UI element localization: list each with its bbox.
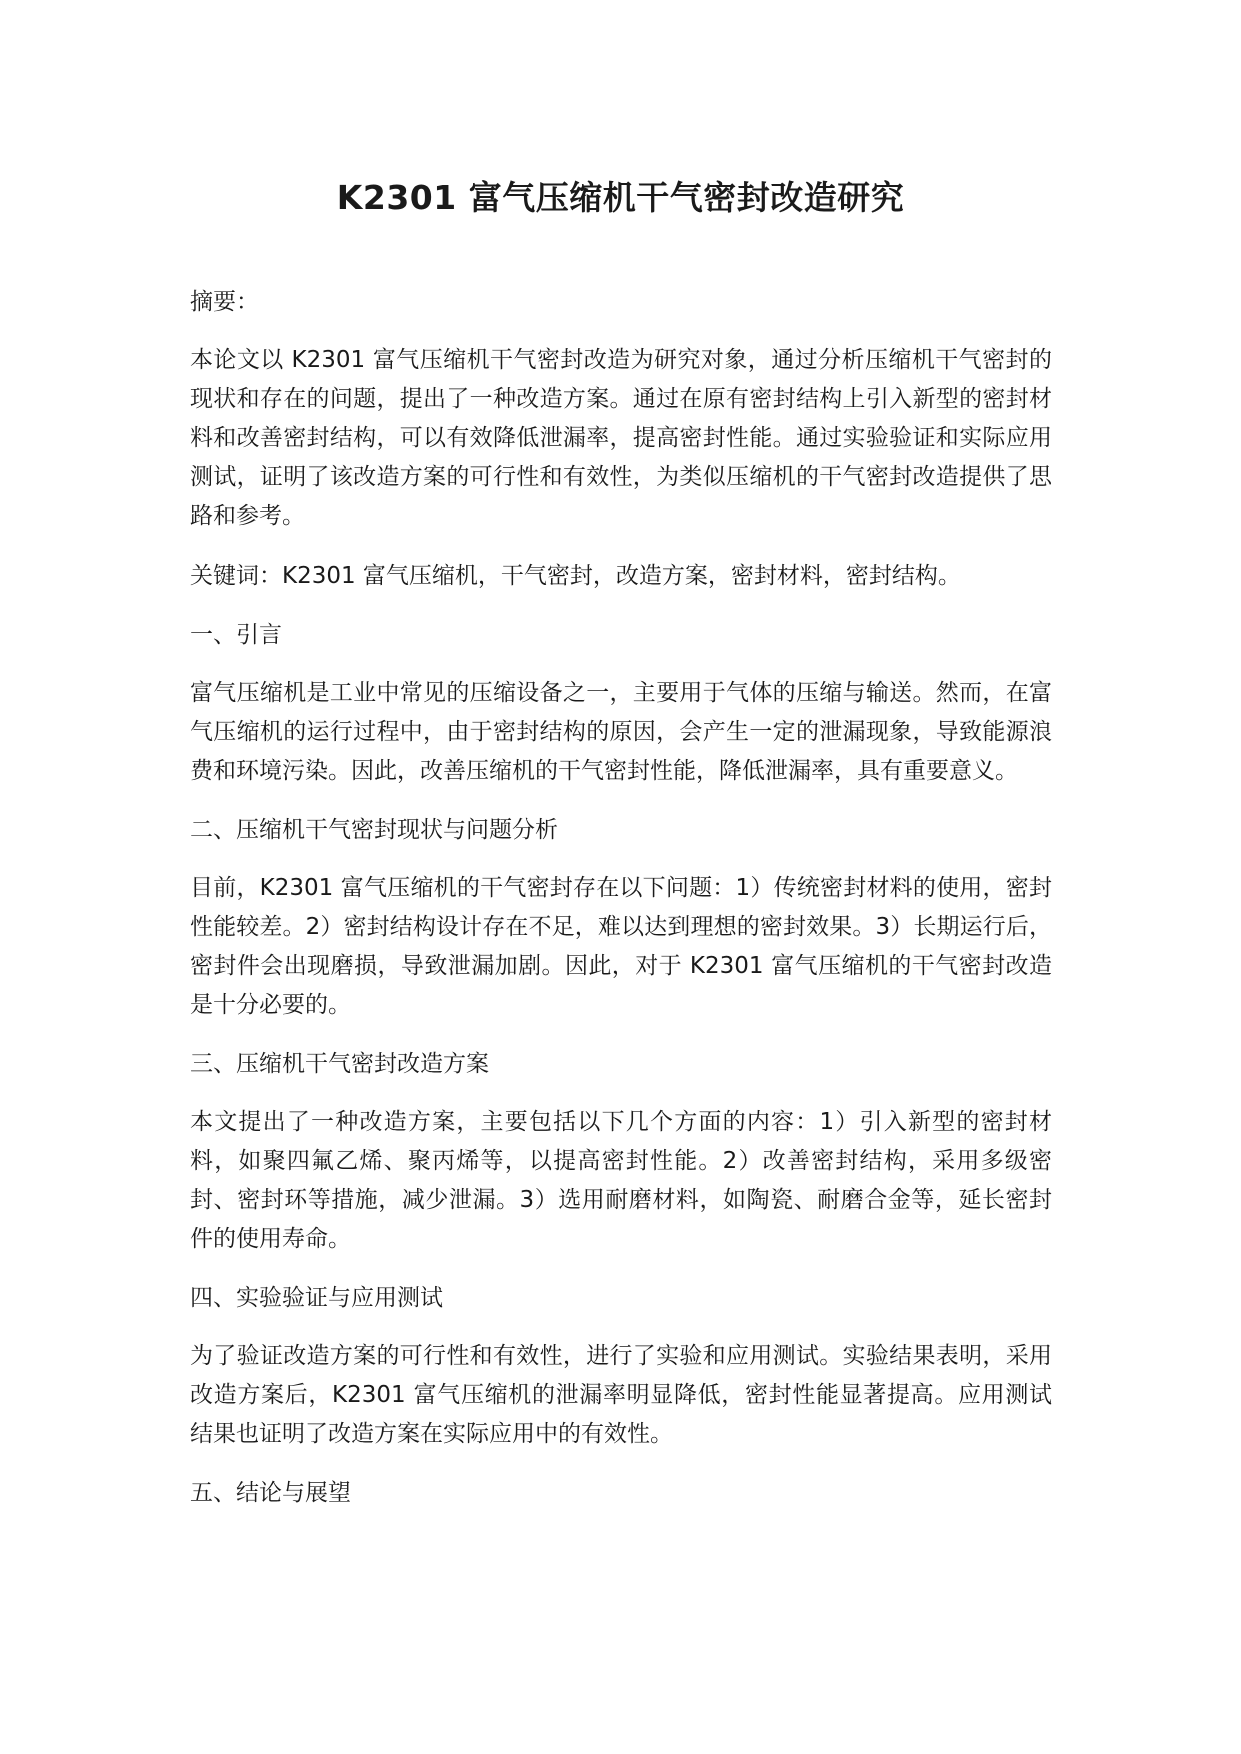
- section-paragraph-introduction: 富气压缩机是工业中常见的压缩设备之一，主要用于气体的压缩与输送。然而，在富气压缩机的运行过程中，由于密封结构的原因，会产生一定的泄漏现象，导致能源浪费和环境污染。因此，改善压缩机的干气密封性能，降低泄漏率，具有重要意义。: [190, 680, 1052, 784]
- section-heading-plan: 三、压缩机干气密封改造方案: [190, 1051, 489, 1077]
- section-paragraph-plan: 本文提出了一种改造方案，主要包括以下几个方面的内容：1）引入新型的密封材料，如聚四氟乙烯、聚丙烯等，以提高密封性能。2）改善密封结构，采用多级密封、密封环等措施，减少泄漏。3）选用耐磨材料，如陶瓷、耐磨合金等，延长密封件的使用寿命。: [190, 1109, 1052, 1252]
- keywords-line: 关键词：K2301 富气压缩机，干气密封，改造方案，密封材料，密封结构。: [190, 563, 961, 589]
- document-title: K2301 富气压缩机干气密封改造研究: [336, 178, 905, 217]
- abstract-paragraph: 本论文以 K2301 富气压缩机干气密封改造为研究对象，通过分析压缩机干气密封的现状和存在的问题，提出了一种改造方案。通过在原有密封结构上引入新型的密封材料和改善密封结构，可以有效降低泄漏率，提高密封性能。通过实验验证和实际应用测试，证明了该改造方案的可行性和有效性，为类似压缩机的干气密封改造提供了思路和参考。: [190, 347, 1052, 529]
- section-heading-testing: 四、实验验证与应用测试: [190, 1285, 443, 1311]
- section-paragraph-testing: 为了验证改造方案的可行性和有效性，进行了实验和应用测试。实验结果表明，采用改造方案后，K2301 富气压缩机的泄漏率明显降低，密封性能显著提高。应用测试结果也证明了改造方案在实际应用中的有效性。: [190, 1343, 1052, 1447]
- section-paragraph-analysis: 目前，K2301 富气压缩机的干气密封存在以下问题：1）传统密封材料的使用，密封性能较差。2）密封结构设计存在不足，难以达到理想的密封效果。3）长期运行后，密封件会出现磨损，导致泄漏加剧。因此，对于 K2301 富气压缩机的干气密封改造是十分必要的。: [190, 875, 1052, 1018]
- abstract-heading: 摘要：: [190, 289, 259, 315]
- section-heading-introduction: 一、引言: [190, 622, 282, 648]
- document-body: [190, 284, 1052, 1532]
- section-heading-analysis: 二、压缩机干气密封现状与问题分析: [190, 817, 558, 843]
- section-heading-conclusion: 五、结论与展望: [190, 1480, 351, 1506]
